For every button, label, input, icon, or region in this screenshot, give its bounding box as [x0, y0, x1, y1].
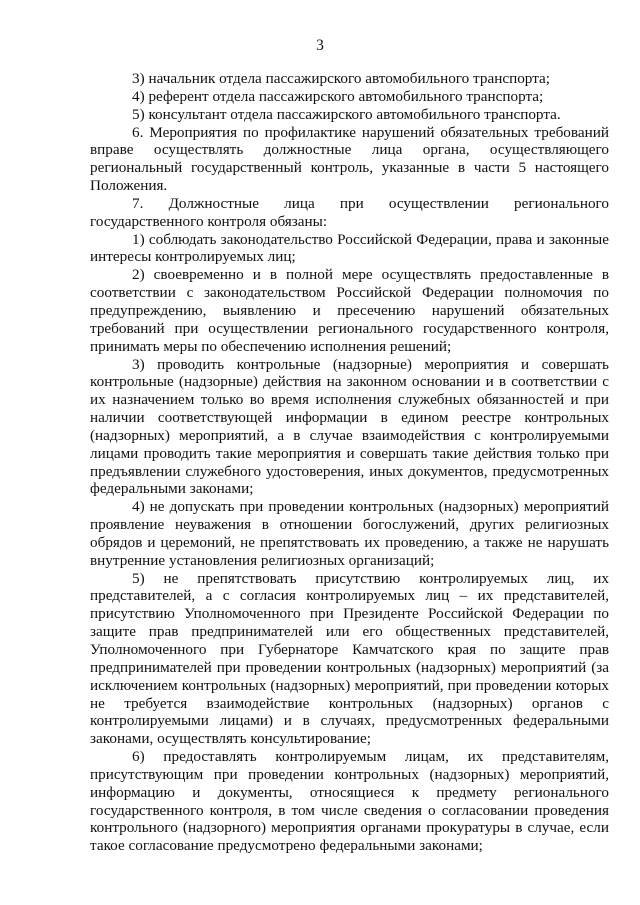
list-item-4: 4) референт отдела пассажирского автомобильного транспорта; — [132, 87, 544, 105]
list-item-5: 5) консультант отдела пассажирского автомобильного транспорта. — [132, 105, 561, 123]
duty-item-5: 5) не препятствовать присутствию контролируемых лиц, их представителей, а с согласия контролируемых лиц – их представителей, присутствию Уполномоченного при Президенте Российской Федерации по защите прав предпринимателей или его общественных представителей, Уполномоченного при Губернаторе Камчатского края по защите прав предпринимателей при проведении контрольных (надзорных) мероприятий (за исключением контрольных (надзорных) мероприятий, при проведении которых не требуется взаимодействие контрольных (надзорных) органов с контролируемыми лицами) и в случаях, предусмотренных федеральными законами, осуществлять консультирование; — [90, 569, 609, 748]
document-body — [90, 70, 609, 855]
duty-item-2: 2) своевременно и в полной мере осуществлять предоставленные в соответствии с законодательством Российской Федерации полномочия по предупреждению, выявлению и пресечению нарушений обязательных требований при осуществлении регионального государственного контроля, принимать меры по обеспечению исполнения решений; — [90, 266, 609, 355]
paragraph-7: 7. Должностные лица при осуществлении регионального государственного контроля обязаны: — [90, 194, 609, 230]
paragraph-6: 6. Мероприятия по профилактике нарушений обязательных требований вправе осуществлять должностные лица органа, осуществляющего региональный государственный контроль, указанные в части 5 настоящего Положения. — [90, 123, 609, 195]
duty-item-3: 3) проводить контрольные (надзорные) мероприятия и совершать контрольные (надзорные) действия на законном основании и в соответствии с их назначением только во время исполнения служебных обязанностей и при наличии соответствующей информации в едином реестре контрольных (надзорных) мероприятий, а в случае взаимодействия с контролируемыми лицами проводить такие мероприятия и совершать такие действия только при предъявлении служебного удостоверения, иных документов, предусмотренных федеральными законами; — [90, 355, 609, 498]
duty-item-6: 6) предоставлять контролируемым лицам, их представителям, присутствующим при проведении контрольных (надзорных) мероприятий, информацию и документы, относящиеся к предмету регионального государственного контроля, в том числе сведения о согласовании проведения контрольного (надзорного) мероприятия органами прокуратуры в случае, если такое согласование предусмотрено федеральными законами; — [90, 748, 609, 855]
list-item-3: 3) начальник отдела пассажирского автомобильного транспорта; — [132, 70, 550, 87]
page-number: 3 — [316, 37, 324, 54]
duty-item-1: 1) соблюдать законодательство Российской Федерации, права и законные интересы контролируемых лиц; — [90, 230, 609, 266]
duty-item-4: 4) не допускать при проведении контрольных (надзорных) мероприятий проявление неуважения в отношении богослужений, других религиозных обрядов и церемоний, не препятствовать их проведению, а также не нарушать внутренние установления религиозных организаций; — [90, 498, 609, 569]
